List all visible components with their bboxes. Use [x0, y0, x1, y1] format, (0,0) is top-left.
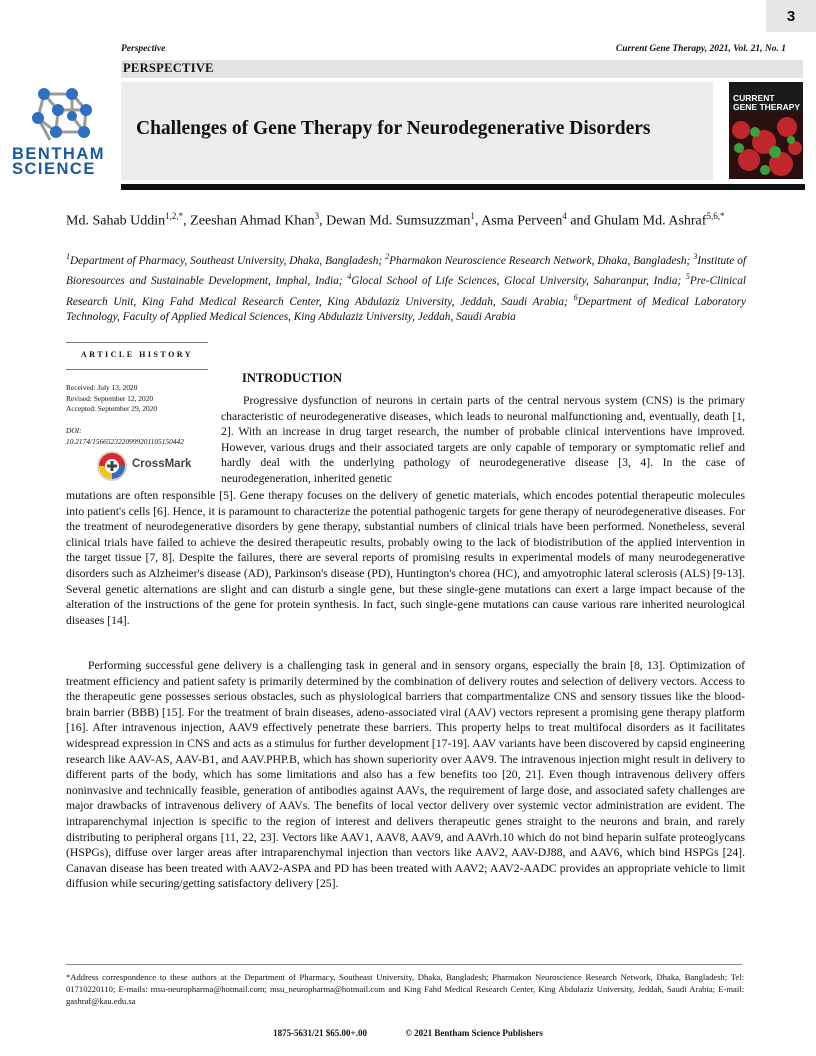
affiliations	[66, 249, 746, 325]
doi-block	[66, 426, 216, 447]
author-2: , Zeeshan Ahmad Khan	[183, 213, 315, 229]
cover-line2: GENE THERAPY	[733, 102, 801, 112]
correspondence-footnote: *Address correspondence to these authors at the Department of Pharmacy, Southeast University, Dhaka, Bangladesh; Pharmakon Neuroscience Research Network, Dhaka, Bangladesh; Tel: 01710220110; E-mails: msu-neuropharma@hotmail.com; msu_neuropharma@hotmail.com and King Fahd Medical Research Center, King Abdulaziz University, Jeddah, Saudi Arabia; E-mail: gashraf@kau.edu.sa	[66, 972, 744, 1006]
author-list	[66, 207, 756, 231]
affil-5: Pre-Clinical Research Unit, King Fahd Medical Research Center, King Abdulaziz University, Jeddah, Saudi Arabia;	[66, 275, 746, 308]
section-band-label: PERSPECTIVE	[123, 61, 214, 75]
section-heading-introduction: INTRODUCTION	[242, 371, 343, 385]
copyright: © 2021 Bentham Science Publishers	[405, 1028, 543, 1038]
affil-1-sup: 1	[66, 252, 70, 261]
history-rule-top	[66, 342, 208, 343]
affil-2: Pharmakon Neuroscience Research Network, Dhaka, Bangladesh;	[389, 254, 694, 267]
author-5: and Ghulam Md. Ashraf	[566, 213, 707, 229]
article-history-label: ARTICLE HISTORY	[80, 350, 194, 359]
crossmark-badge[interactable]	[96, 450, 192, 482]
page-number: 3	[766, 0, 816, 32]
received-date: Received: July 13, 2020	[66, 383, 138, 392]
author-3-sup: 1	[470, 211, 475, 221]
intro-paragraph-2: Performing successful gene delivery is a challenging task in general and in sensory organs, especially the brain [8, 13]. Optimization of treatment efficiency and patient safety is primarily determined by the combination of delivery routes and selection of delivery vectors. Access to the therapeutic gene possesses serious obstacles, such as physiological barriers that compartmentalize CNS and sensory tissues like the blood-brain barrier (BBB) [15]. For the treatment of brain diseases, adeno-associated viral (AAV) vectors represent a promising gene therapy platform [16]. After intravenous injection, AAV9 effectively penetrate these barriers. This property helps to treat multifocal disorders as it facilitates widespread expression in CNS and acts as a stimulus for further development [17-19]. AAV variants have been discovered by capsid engineering research like AAV-AS, AAV-B1, and AAV.PHP.B, which has shown superiority over AAV9. The intravenous injection might result in delivery to different parts of the body, which has some limitations and also has a few benefits too [20, 21]. Even though intravenous delivery offers noninvasive and technically feasible, generation of antibodies against AAVs, the requirement of large dose, and associated safety challenges are major drawbacks of intravenous delivery of AAVs. The benefits of local vector delivery over systemic vector administration are evident. The intraparenchymal injection is specific to the region of interest and delivers therapeutic genes straight to the neurons and brain, and rarely distributing to peripheral organs [11, 22, 23]. Vectors like AAV1, AAV8, AAV9, and AAVrh.10 which do not bind heparin sulfate proteoglycans (HSPGs), diffuse over larger areas after intraparenchymal injection than vectors like AAV2, AAV-DJ88, and AAV6, which bind HSPGs [24]. Canavan disease has been treated with AAV2-ASPA and PD has been treated with AAV2; AAV2-AADC provides an appropriate vehicle to limit diffusion while securing/getting satisfactory delivery [25].	[66, 659, 745, 891]
affil-3-sup: 3	[693, 252, 698, 261]
author-1-sup: 1,2,*	[165, 211, 184, 221]
title-box	[121, 82, 713, 180]
author-2-sup: 3	[314, 211, 320, 221]
revised-date: Revised: September 12, 2020	[66, 393, 154, 403]
affil-3: Institute of Bioresources and Sustainable Development, Imphal, India;	[66, 254, 746, 288]
page-footer	[0, 1028, 816, 1038]
author-5-sup: 5,6,*	[706, 211, 725, 221]
history-rule-bottom	[66, 369, 208, 370]
bentham-line2: SCIENCE	[12, 160, 96, 178]
header-rule	[121, 184, 805, 190]
crossmark-label: CrossMark	[132, 458, 192, 470]
author-4: , Asma Perveen	[474, 213, 563, 229]
affil-2-sup: 2	[385, 252, 390, 261]
issn-price: 1875-5631/21 $65.00+.00	[273, 1028, 367, 1038]
author-1: Md. Sahab Uddin	[66, 213, 166, 229]
affil-1: Department of Pharmacy, Southeast University, Dhaka, Bangladesh;	[70, 254, 386, 267]
bentham-line1: BENTHAM	[12, 145, 105, 163]
affil-6: Department of Medical Laboratory Technology, Faculty of Applied Medical Sciences, King Abdulaziz University, Jeddah, Saudi Arabia	[66, 295, 747, 323]
author-3: , Dewan Md. Sumsuzzman	[319, 213, 471, 229]
running-head-right: Current Gene Therapy, 2021, Vol. 21, No. 1	[615, 44, 786, 54]
intro-paragraph-1-column: Progressive dysfunction of neurons in certain parts of the central nervous system (CNS) is the primary characteristic of neurodegenerative diseases, which leads to neuronal malfunctioning and, eventually, death [1, 2]. With an increase in drug target research, the number of probable clinical interventions have improved. However, various drugs and their associated targets are only capable of temporary or symptomatic relief and hardly deal with the underlying pathology of neurodegenerative disease [3, 4]. In the case of neurodegeneration, inherited genetic	[221, 394, 745, 485]
cover-line1: CURRENT	[733, 93, 775, 103]
journal-cover	[729, 82, 803, 179]
footnote-rule	[66, 964, 742, 965]
affil-5-sup: 5	[685, 272, 690, 282]
intro-paragraph-1-continued: mutations are often responsible [5]. Gene therapy focuses on the delivery of genetic materials, which encodes potential therapeutic molecules into patient's cells [6]. Hence, it is paramount to characterize the potential pathogenic targets for gene therapy of neurodegenerative diseases. For the treatment of neurodegenerative disorders by gene therapy, substantial numbers of clinical trials have been performed. Nonetheless, several clinical trials have failed to achieve the desired therapeutic results, probably owing to the lack of biodistribution of the applied intervention in the target tissue [7, 8]. Despite the failures, there are several reports of promising results in experimental models of many neurodegenerative disorders such as Alzheimer's disease (AD), Parkinson's disease (PD), Huntington's chorea (HC), and amyotrophic lateral sclerosis (ALS) [9-13]. Several genetic alternations are slight and can disturb a single gene, but these single-gene mutations can exert a large impact because of the alteration of the instructions of the gene for protein synthesis. In fact, such single-gene mutations can cause various rare inherited neurological diseases [14].	[66, 489, 745, 627]
article-title: Challenges of Gene Therapy for Neurodegenerative Disorders	[136, 118, 651, 139]
running-head-left: Perspective	[121, 44, 166, 54]
affil-4: Glocal School of Life Sciences, Glocal University, Saharanpur, India;	[351, 275, 686, 288]
crossmark-icon	[96, 450, 128, 482]
author-4-sup: 4	[562, 211, 567, 221]
article-history-dates	[66, 383, 216, 415]
bentham-science-wordmark	[12, 147, 114, 177]
affil-6-sup: 6	[573, 292, 578, 302]
accepted-date: Accepted: September 29, 2020	[66, 404, 158, 414]
affil-4-sup: 4	[347, 272, 352, 282]
doi-value[interactable]: 10.2174/1566523220999201105150442	[66, 436, 184, 446]
section-band	[121, 60, 803, 78]
doi-label: DOI:	[66, 426, 82, 435]
